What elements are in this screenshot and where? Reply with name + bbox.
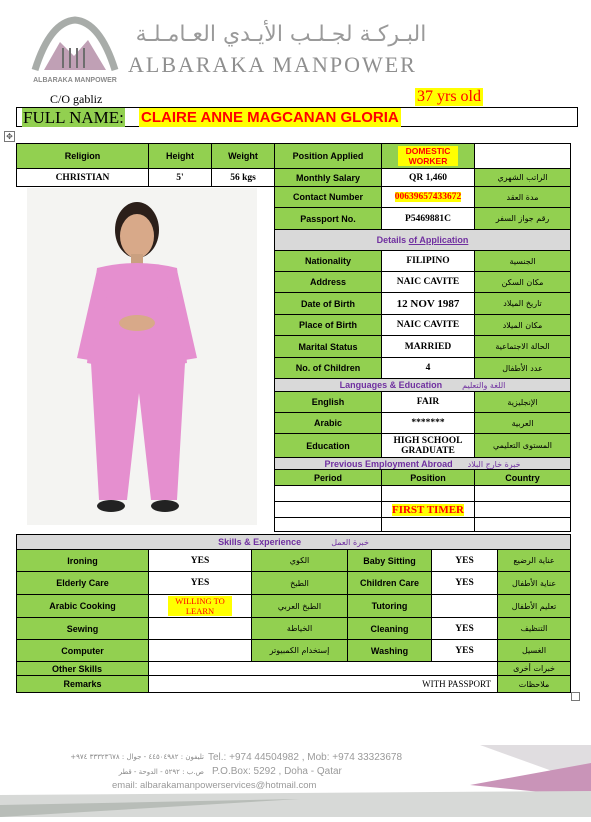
sewing-label-ar: الخياطة [252, 618, 348, 640]
tutoring-value [432, 595, 498, 618]
skills-table [16, 534, 571, 693]
education-label-ar: المستوى التعليمي [475, 434, 571, 458]
sewing-label: Sewing [17, 618, 149, 640]
pob-value: NAIC CAVITE [382, 315, 475, 336]
passport-label: Passport No. [275, 208, 382, 230]
details-table [274, 186, 571, 532]
children-label: No. of Children [275, 358, 382, 379]
footer-arabic-phone: تليفون : ٤٤٥٠٤٩٨٢ - جوال : ٣٣٣٢٣٦٧٨ ٩٧٤+ [70, 753, 204, 761]
care-of: C/O gabliz [50, 92, 103, 106]
full-name-value: CLAIRE ANNE MAGCANAN GLORIA [141, 109, 399, 126]
employment-title: Previous Employment Abroad خبرة خارج البلاد [275, 458, 571, 470]
company-logo [30, 12, 120, 82]
children-care-label: Children Care [348, 572, 432, 595]
salary-label: Monthly Salary [275, 169, 382, 187]
nationality-value: FILIPINO [382, 251, 475, 272]
resize-handle-icon[interactable] [571, 692, 580, 701]
move-handle-icon[interactable]: ✥ [4, 131, 15, 142]
passport-label-ar: رقم جواز السفر [475, 208, 571, 230]
top-table [16, 143, 571, 187]
salary-label-ar: الراتب الشهري [475, 169, 571, 187]
cleaning-label-ar: التنظيف [498, 618, 571, 640]
arabic-value: ******* [382, 413, 475, 434]
elderly-care-value: YES [149, 572, 252, 595]
nationality-label: Nationality [275, 251, 382, 272]
marital-status-value: MARRIED [382, 336, 475, 358]
cleaning-label: Cleaning [348, 618, 432, 640]
dob-value: 12 NOV 1987 [382, 293, 475, 315]
address-label: Address [275, 272, 382, 293]
period-header: Period [275, 470, 382, 486]
languages-title: Languages & Education اللغة والتعليم [275, 379, 571, 392]
salary-value: QR 1,460 [382, 169, 475, 187]
height-value: 5' [149, 169, 212, 187]
remarks-label: Remarks [17, 676, 149, 693]
arabic-cooking-value: WILLING TO LEARN [168, 596, 232, 616]
full-name-box [16, 107, 578, 127]
position-applied-value: DOMESTIC WORKER [398, 146, 458, 166]
ironing-value: YES [149, 550, 252, 572]
english-label-ar: الإنجليزية [475, 392, 571, 413]
contact-value: 00639657433672 [394, 192, 462, 202]
marital-status-label-ar: الحالة الاجتماعية [475, 336, 571, 358]
contact-label: Contact Number [275, 187, 382, 208]
applicant-photo [27, 188, 257, 525]
footer-tel: Tel.: +974 44504982 , Mob: +974 33323678 [208, 752, 403, 763]
height-header: Height [149, 144, 212, 169]
tutoring-label-ar: تعليم الأطفال [498, 595, 571, 618]
remarks-label-ar: ملاحظات [498, 676, 571, 693]
footer-po-box: P.O.Box: 5292 , Doha - Qatar [212, 766, 342, 777]
children-care-value: YES [432, 572, 498, 595]
computer-label-ar: إستخدام الكمبيوتر [252, 640, 348, 662]
arabic-cooking-label-ar: الطبخ العربي [252, 595, 348, 618]
ironing-label: Ironing [17, 550, 149, 572]
religion-header: Religion [17, 144, 149, 169]
english-value: FAIR [382, 392, 475, 413]
other-skills-value [149, 662, 498, 676]
address-value: NAIC CAVITE [382, 272, 475, 293]
logo-caption: ALBARAKA MANPOWER [33, 77, 117, 84]
weight-value: 56 kgs [212, 169, 275, 187]
address-label-ar: مكان السكن [475, 272, 571, 293]
dob-label-ar: تاريخ الميلاد [475, 293, 571, 315]
remarks-value: WITH PASSPORT [149, 676, 498, 693]
details-title: Details of Application [275, 230, 571, 251]
marital-status-label: Marital Status [275, 336, 382, 358]
children-care-label-ar: عناية الأطفال [498, 572, 571, 595]
baby-sitting-label-ar: عناية الرضيع [498, 550, 571, 572]
passport-value: P5469881C [382, 208, 475, 230]
elderly-care-label-ar: الطبخ [252, 572, 348, 595]
nationality-label-ar: الجنسية [475, 251, 571, 272]
arabic-cooking-label: Arabic Cooking [17, 595, 149, 618]
cleaning-value: YES [432, 618, 498, 640]
children-value: 4 [382, 358, 475, 379]
computer-label: Computer [17, 640, 149, 662]
skills-title: Skills & Experience خبرة العمل [17, 535, 571, 550]
religion-value: CHRISTIAN [17, 169, 149, 187]
age-badge: 37 yrs old [417, 88, 481, 105]
other-skills-label: Other Skills [17, 662, 149, 676]
first-timer-label: FIRST TIMER [391, 503, 465, 516]
washing-value: YES [432, 640, 498, 662]
sewing-value [149, 618, 252, 640]
tutoring-label: Tutoring [348, 595, 432, 618]
pob-label: Place of Birth [275, 315, 382, 336]
weight-header: Weight [212, 144, 275, 169]
washing-label: Washing [348, 640, 432, 662]
computer-value [149, 640, 252, 662]
arabic-label-ar: العربية [475, 413, 571, 434]
position-applied-label: Position Applied [275, 144, 382, 169]
full-name-label: FULL NAME: [23, 108, 124, 127]
dob-label: Date of Birth [275, 293, 382, 315]
pob-label-ar: مكان الميلاد [475, 315, 571, 336]
washing-label-ar: الغسيل [498, 640, 571, 662]
english-label: English [275, 392, 382, 413]
other-skills-label-ar: خبرات أخرى [498, 662, 571, 676]
baby-sitting-label: Baby Sitting [348, 550, 432, 572]
education-value: HIGH SCHOOL GRADUATE [382, 434, 475, 458]
company-name-english: ALBARAKA MANPOWER [128, 52, 417, 77]
children-label-ar: عدد الأطفال [475, 358, 571, 379]
country-header: Country [475, 470, 571, 486]
company-name-arabic: البـركـة لجـلـب الأيـدي العـامـلـة [135, 22, 427, 47]
education-label: Education [275, 434, 382, 458]
contact-label-ar: مدة العقد [475, 187, 571, 208]
arabic-label: Arabic [275, 413, 382, 434]
elderly-care-label: Elderly Care [17, 572, 149, 595]
ironing-label-ar: الكوي [252, 550, 348, 572]
position-header: Position [382, 470, 475, 486]
footer-email: email: albarakamanpowerservices@hotmail.com [112, 780, 317, 791]
footer-arabic-po: ص.ب : ٥٢٩٢ - الدوحة - قطر [118, 768, 204, 776]
baby-sitting-value: YES [432, 550, 498, 572]
